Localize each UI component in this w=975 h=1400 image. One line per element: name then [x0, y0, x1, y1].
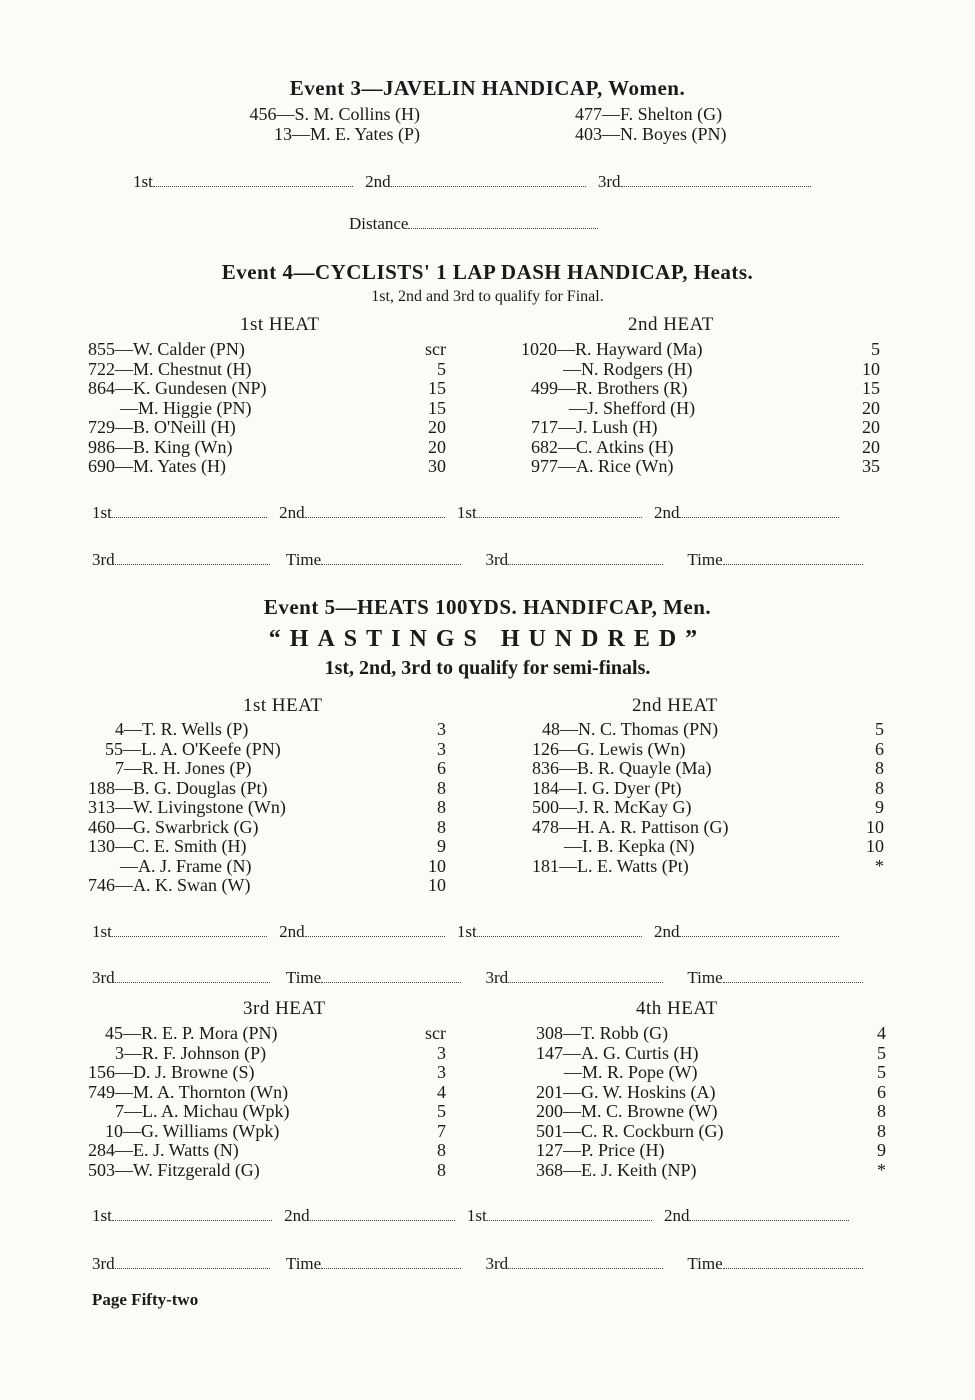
- entry: 682—C. Atkins (H): [531, 436, 674, 457]
- entry: 147—A. G. Curtis (H): [536, 1042, 699, 1063]
- heat3-third-blank[interactable]: [115, 1267, 270, 1269]
- entry: —A. J. Frame (N): [120, 855, 252, 876]
- first-label: 1st: [92, 922, 112, 941]
- third-label: 3rd: [597, 172, 621, 191]
- handicap: 15: [862, 378, 880, 398]
- event5-heat2-hcps: [840, 720, 884, 876]
- handicap: 6: [877, 1081, 886, 1102]
- entry: 7—L. A. Michau (Wpk): [115, 1101, 290, 1121]
- event3-result-line: [133, 172, 811, 192]
- heat1-first-blank[interactable]: [112, 935, 267, 937]
- second-label: 2nd: [365, 172, 391, 191]
- event4-subtitle: 1st, 2nd and 3rd to qualify for Final.: [371, 288, 604, 305]
- handicap: 3: [437, 1062, 446, 1082]
- handicap: 20: [862, 436, 880, 457]
- heat2-third-blank[interactable]: [508, 981, 663, 983]
- heat3-first-blank[interactable]: [112, 1219, 272, 1221]
- handicap: 8: [437, 777, 446, 798]
- heat2-time-blank[interactable]: [723, 981, 863, 983]
- entry: 313—W. Livingstone (Wn): [88, 797, 286, 817]
- handicap: 9: [437, 836, 446, 856]
- heat1-second-blank[interactable]: [305, 935, 445, 937]
- entry: 4—T. R. Wells (P): [115, 719, 249, 739]
- entry: 368—E. J. Keith (NP): [536, 1159, 697, 1180]
- heat2-third-blank[interactable]: [508, 563, 663, 565]
- entry: 184—I. G. Dyer (Pt): [532, 777, 682, 798]
- handicap: 6: [437, 758, 446, 778]
- event4-heat2-title: 2nd HEAT: [628, 314, 714, 335]
- event5-heat1-hcps: [400, 720, 446, 896]
- distance-label: Distance: [349, 214, 409, 233]
- entry: 48—N. C. Thomas (PN): [542, 719, 719, 739]
- entry: 499—R. Brothers (R): [531, 378, 688, 398]
- event5-heat2-title: 2nd HEAT: [632, 695, 718, 716]
- event4-results-row2: [92, 550, 863, 570]
- second-blank[interactable]: [391, 185, 586, 187]
- handicap: 20: [428, 417, 446, 437]
- third-label: 3rd: [485, 1254, 509, 1273]
- heat1-time-blank[interactable]: [321, 981, 461, 983]
- entry: 126—G. Lewis (Wn): [532, 738, 686, 759]
- heat1-third-blank[interactable]: [115, 981, 270, 983]
- handicap: 8: [437, 1140, 446, 1160]
- event5-heat3-title: 3rd HEAT: [243, 998, 326, 1019]
- entry: 864—K. Gundesen (NP): [88, 378, 267, 398]
- entry: 201—G. W. Hoskins (A): [536, 1081, 716, 1102]
- first-label: 1st: [92, 1206, 112, 1225]
- page-number: Page Fifty-two: [92, 1290, 199, 1309]
- handicap: 7: [437, 1120, 446, 1141]
- event3-entries-right: [575, 105, 795, 144]
- entry: —M. Higgie (PN): [120, 397, 252, 418]
- event3-distance-line: [349, 214, 598, 234]
- handicap: 5: [437, 358, 446, 379]
- entry: 746—A. K. Swan (W): [88, 875, 251, 895]
- heat2-second-blank[interactable]: [679, 516, 839, 518]
- handicap: 8: [875, 777, 884, 798]
- event5-heat1-names: [88, 720, 378, 896]
- event3-entries-left: [160, 105, 420, 144]
- handicap: 15: [428, 378, 446, 398]
- second-label: 2nd: [663, 1206, 690, 1225]
- entry: —I. B. Kepka (N): [564, 836, 695, 856]
- handicap: 5: [871, 339, 880, 359]
- first-label: 1st: [466, 1206, 487, 1225]
- heat2-time-blank[interactable]: [723, 563, 863, 565]
- entry: 284—E. J. Watts (N): [88, 1140, 239, 1160]
- heat3-second-blank[interactable]: [310, 1219, 455, 1221]
- handicap: 30: [428, 456, 446, 476]
- handicap: 9: [875, 797, 884, 817]
- handicap: 4: [437, 1081, 446, 1102]
- second-label: 2nd: [279, 503, 305, 522]
- event5-heat3-names: [88, 1024, 388, 1180]
- event4-heat2-hcps: [840, 340, 880, 477]
- event5-results-row3: [92, 1206, 849, 1226]
- entry: 403—N. Boyes (PN): [575, 123, 727, 144]
- entry: 188—B. G. Douglas (Pt): [88, 777, 268, 798]
- entry: 986—B. King (Wn): [88, 436, 233, 457]
- event4-heat1-title: 1st HEAT: [240, 314, 320, 335]
- first-label: 1st: [92, 503, 112, 522]
- handicap: 5: [437, 1101, 446, 1121]
- handicap: 8: [437, 1159, 446, 1180]
- entry: —J. Shefford (H): [569, 397, 696, 418]
- event4-heat2-names: [521, 340, 781, 477]
- entry: 855—W. Calder (PN): [88, 339, 245, 359]
- heat4-third-blank[interactable]: [508, 1267, 663, 1269]
- first-label: 1st: [456, 503, 477, 522]
- handicap: 10: [862, 358, 880, 379]
- event4-results-row1: [92, 503, 839, 523]
- third-label: 3rd: [485, 550, 509, 569]
- handicap: 5: [877, 1042, 886, 1063]
- third-blank[interactable]: [621, 185, 811, 187]
- second-label: 2nd: [284, 1206, 310, 1225]
- entry: 477—F. Shelton (G): [575, 104, 723, 124]
- entry: 308—T. Robb (G): [536, 1023, 669, 1043]
- second-label: 2nd: [279, 922, 305, 941]
- heat3-time-blank[interactable]: [321, 1267, 461, 1269]
- entry: 181—L. E. Watts (Pt): [532, 855, 689, 876]
- handicap: 6: [875, 738, 884, 759]
- handicap: 9: [877, 1140, 886, 1160]
- entry: 7—R. H. Jones (P): [115, 758, 252, 778]
- third-label: 3rd: [92, 550, 115, 569]
- entry: 55—L. A. O'Keefe (PN): [105, 738, 281, 759]
- entry: —N. Rodgers (H): [563, 358, 693, 379]
- handicap: 35: [862, 456, 880, 476]
- entry: 501—C. R. Cockburn (G): [536, 1120, 724, 1141]
- entry: 722—M. Chestnut (H): [88, 358, 252, 379]
- entry: 729—B. O'Neill (H): [88, 417, 236, 437]
- entry: 13—M. E. Yates (P): [273, 123, 420, 144]
- event5-heat4-hcps: [842, 1024, 886, 1180]
- heat1-first-blank[interactable]: [112, 516, 267, 518]
- handicap: 20: [862, 417, 880, 437]
- heat4-time-blank[interactable]: [723, 1267, 863, 1269]
- event5-heat3-hcps: [400, 1024, 446, 1180]
- handicap: 8: [877, 1101, 886, 1121]
- first-blank[interactable]: [153, 185, 353, 187]
- heat2-second-blank[interactable]: [679, 935, 839, 937]
- time-label: Time: [687, 1254, 723, 1273]
- event5-results-row1: [92, 922, 839, 942]
- event5-heat4-names: [536, 1024, 816, 1180]
- handicap: 10: [428, 855, 446, 876]
- event5-results-row4: [92, 1254, 863, 1274]
- entry: 1020—R. Hayward (Ma): [521, 339, 703, 359]
- handicap: 10: [866, 836, 884, 856]
- entry: 749—M. A. Thornton (Wn): [88, 1081, 289, 1102]
- heat1-second-blank[interactable]: [305, 516, 445, 518]
- handicap: 8: [875, 758, 884, 778]
- handicap: 3: [437, 1042, 446, 1063]
- handicap: 10: [428, 875, 446, 895]
- first-label: 1st: [456, 922, 477, 941]
- time-label: Time: [285, 550, 322, 569]
- second-label: 2nd: [653, 503, 680, 522]
- time-label: Time: [285, 968, 322, 987]
- handicap: scr: [425, 339, 446, 359]
- handicap: 15: [428, 397, 446, 418]
- handicap: 5: [875, 719, 884, 739]
- entry: 200—M. C. Browne (W): [536, 1101, 718, 1121]
- entry: 717—J. Lush (H): [531, 417, 658, 437]
- event5-qualify: 1st, 2nd, 3rd to qualify for semi-finals.: [324, 657, 651, 679]
- handicap: *: [875, 855, 884, 876]
- time-label: Time: [687, 968, 723, 987]
- handicap: *: [877, 1159, 886, 1180]
- heat4-second-blank[interactable]: [689, 1219, 849, 1221]
- event5-heat1-title: 1st HEAT: [243, 695, 323, 716]
- event4-title: Event 4—CYCLISTS' 1 LAP DASH HANDICAP, Heats.: [221, 260, 754, 284]
- entry: 456—S. M. Collins (H): [249, 104, 420, 124]
- third-label: 3rd: [92, 1254, 115, 1273]
- handicap: 8: [437, 816, 446, 837]
- handicap: 4: [877, 1023, 886, 1043]
- heat1-third-blank[interactable]: [115, 563, 270, 565]
- time-label: Time: [687, 550, 723, 569]
- entry: 45—R. E. P. Mora (PN): [105, 1023, 278, 1043]
- entry: 10—G. Williams (Wpk): [105, 1120, 280, 1141]
- entry: 3—R. F. Johnson (P): [115, 1042, 267, 1063]
- event5-subtitle: “HASTINGS HUNDRED”: [268, 626, 707, 652]
- third-label: 3rd: [485, 968, 509, 987]
- event3-title: Event 3—JAVELIN HANDICAP, Women.: [289, 76, 686, 100]
- event5-results-row2: [92, 968, 863, 988]
- heat1-time-blank[interactable]: [321, 563, 461, 565]
- handicap: scr: [425, 1023, 446, 1043]
- entry: 460—G. Swarbrick (G): [88, 816, 259, 837]
- entry: 478—H. A. R. Pattison (G): [532, 816, 729, 837]
- heat2-first-blank[interactable]: [477, 935, 642, 937]
- handicap: 20: [862, 397, 880, 418]
- event5-title: Event 5—HEATS 100YDS. HANDIFCAP, Men.: [263, 595, 712, 619]
- entry: 156—D. J. Browne (S): [88, 1062, 255, 1082]
- time-label: Time: [285, 1254, 322, 1273]
- heat4-first-blank[interactable]: [487, 1219, 652, 1221]
- second-label: 2nd: [653, 922, 680, 941]
- first-label: 1st: [133, 172, 153, 191]
- entry: —M. R. Pope (W): [564, 1062, 698, 1082]
- event4-heat1-names: [88, 340, 348, 477]
- handicap: 3: [437, 738, 446, 759]
- third-label: 3rd: [92, 968, 115, 987]
- event4-heat1-hcps: [400, 340, 446, 477]
- handicap: 8: [437, 797, 446, 817]
- handicap: 20: [428, 436, 446, 457]
- distance-blank[interactable]: [408, 227, 598, 229]
- handicap: 5: [877, 1062, 886, 1082]
- entry: 127—P. Price (H): [536, 1140, 665, 1160]
- handicap: 3: [437, 719, 446, 739]
- entry: 836—B. R. Quayle (Ma): [532, 758, 712, 778]
- handicap: 10: [866, 816, 884, 837]
- entry: 690—M. Yates (H): [88, 456, 227, 476]
- entry: 500—J. R. McKay G): [532, 797, 692, 817]
- entry: 503—W. Fitzgerald (G): [88, 1159, 260, 1180]
- event5-heat4-title: 4th HEAT: [636, 998, 718, 1019]
- event5-heat2-names: [532, 720, 812, 876]
- entry: 977—A. Rice (Wn): [531, 456, 674, 476]
- entry: 130—C. E. Smith (H): [88, 836, 247, 856]
- heat2-first-blank[interactable]: [477, 516, 642, 518]
- handicap: 8: [877, 1120, 886, 1141]
